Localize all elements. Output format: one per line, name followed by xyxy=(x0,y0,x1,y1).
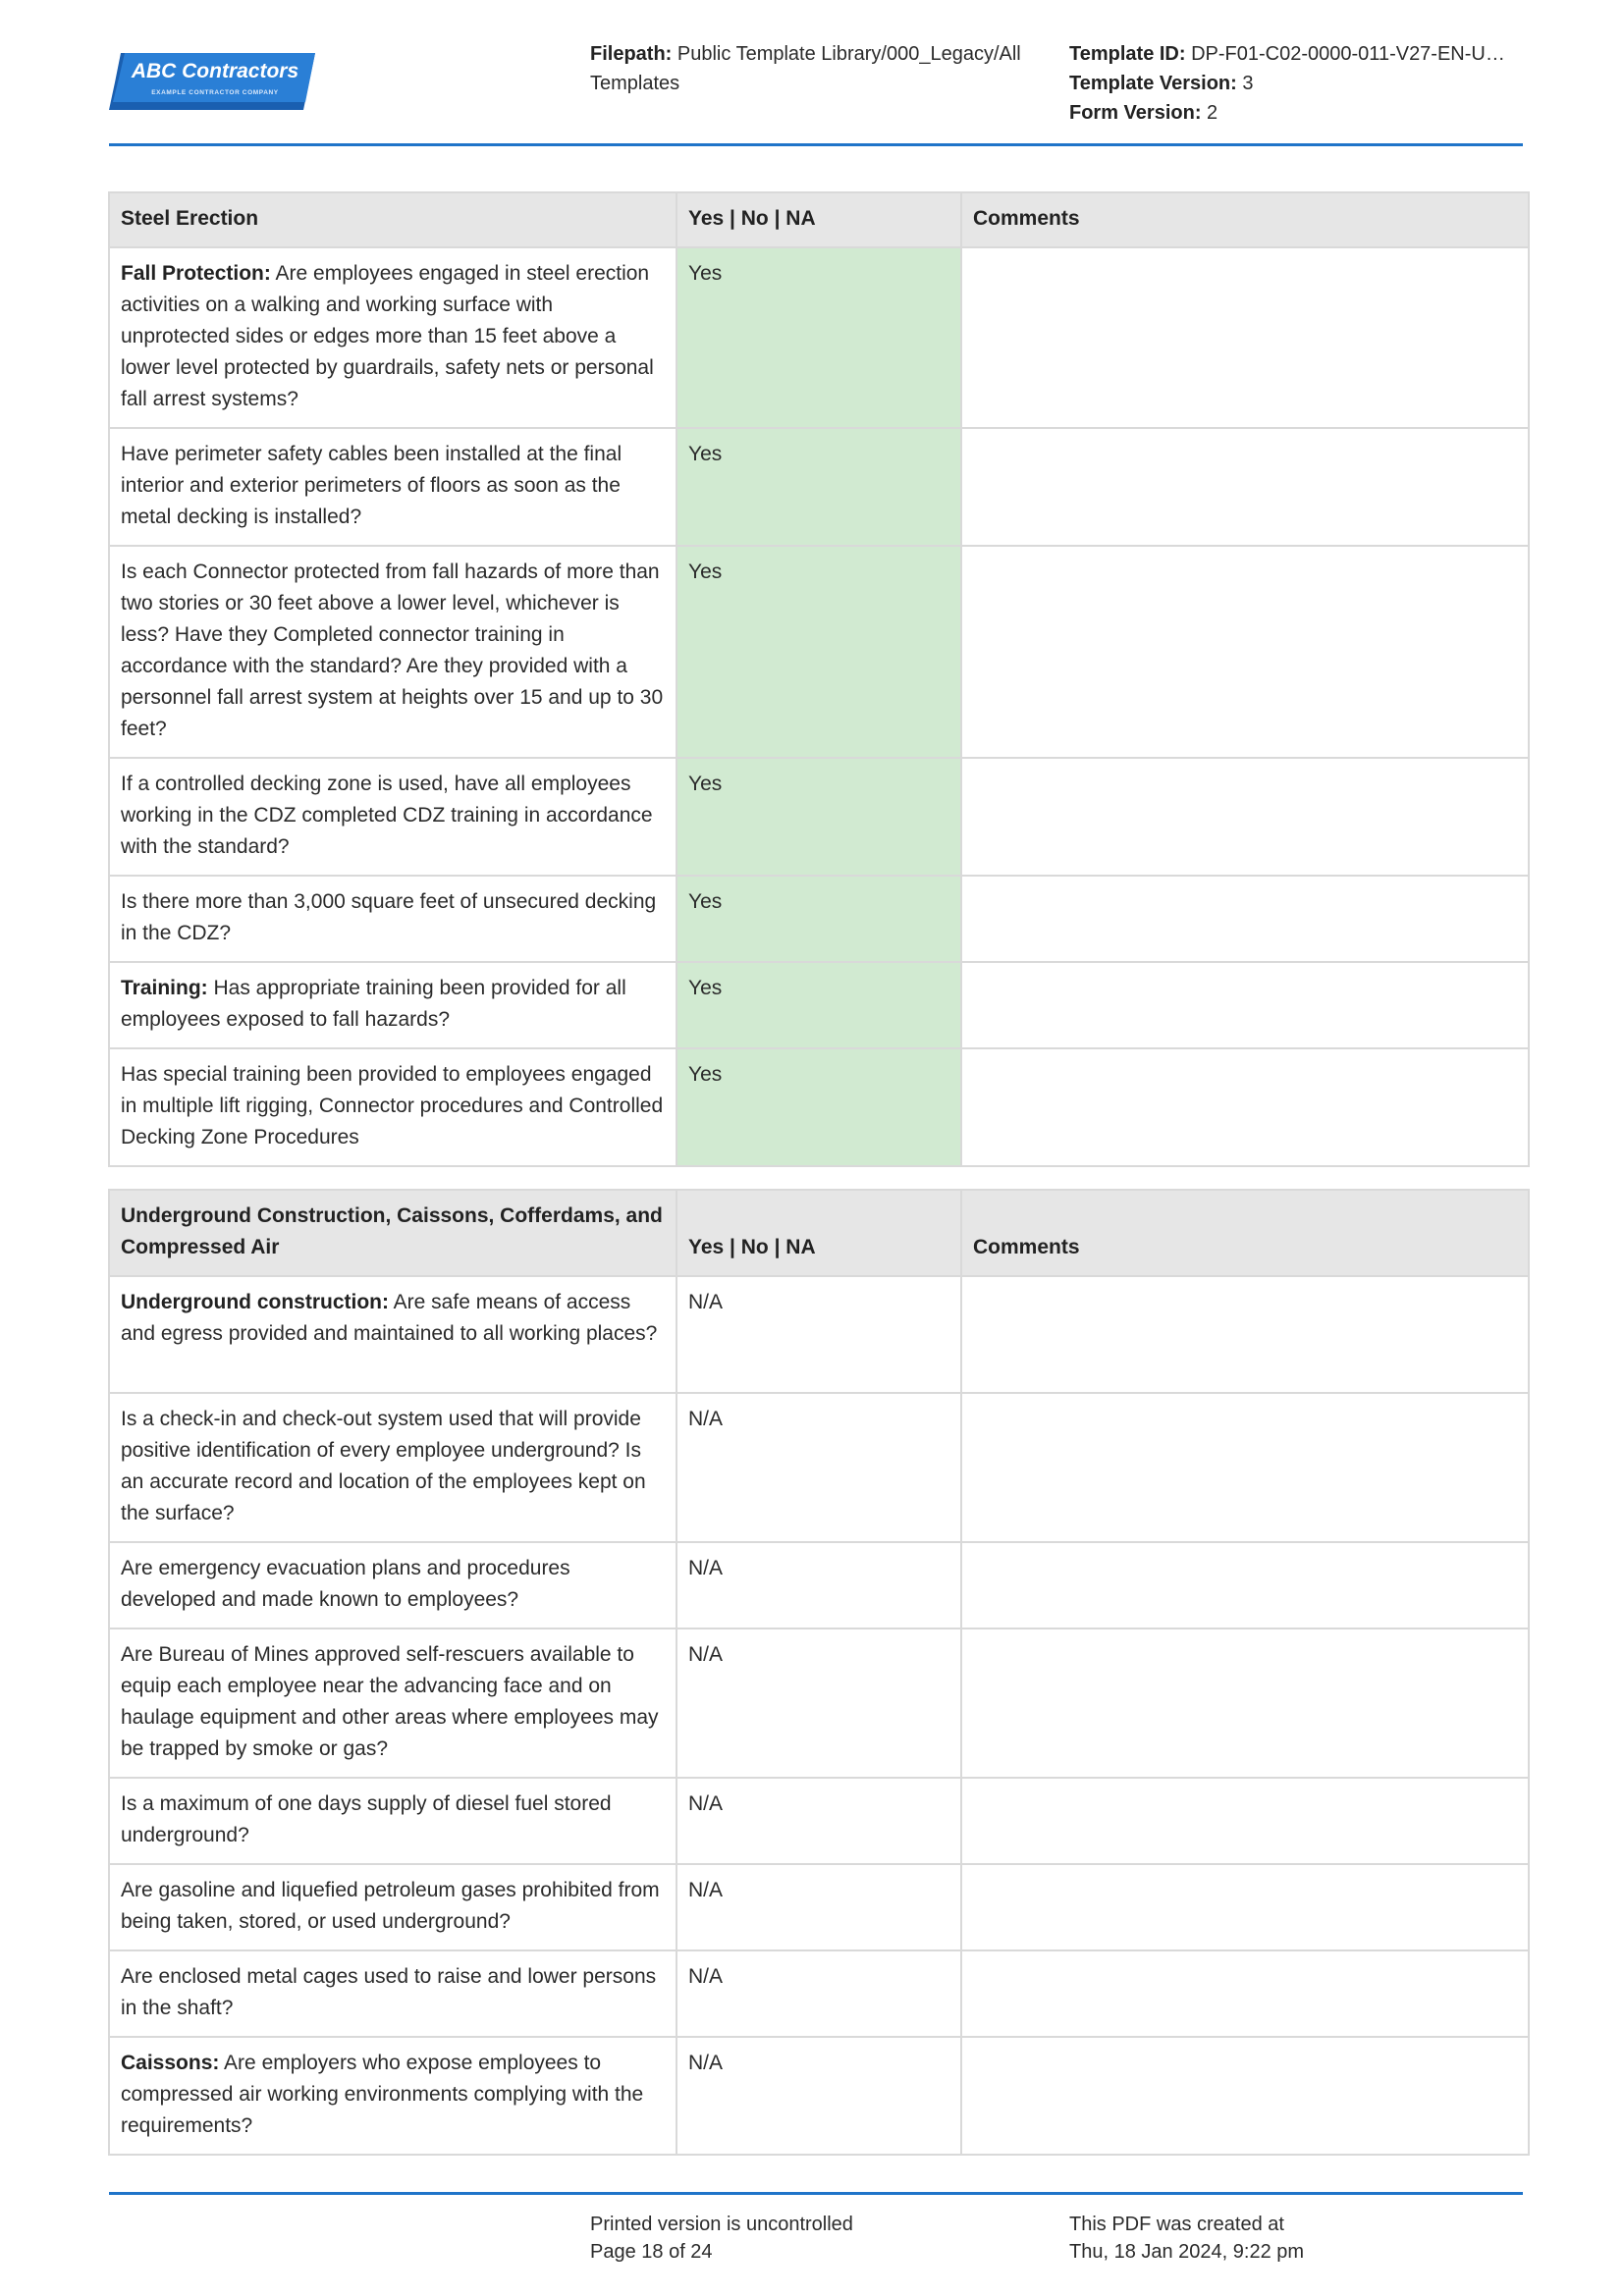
question-cell xyxy=(109,1276,676,1393)
question-cell xyxy=(109,247,676,428)
page-header xyxy=(109,39,1523,146)
comment-cell[interactable] xyxy=(961,962,1529,1048)
question-cell xyxy=(109,2037,676,2155)
template-version-label: Template Version: xyxy=(1069,73,1237,94)
logo-tagline: EXAMPLE CONTRACTOR COMPANY xyxy=(151,89,279,96)
created-timestamp: Thu, 18 Jan 2024, 9:22 pm xyxy=(1069,2241,1305,2263)
filepath-value: Public Template Library/000_Legacy/All Templates xyxy=(590,43,1021,94)
table-row xyxy=(109,1393,1529,1542)
question-cell xyxy=(109,758,676,876)
answer-cell[interactable]: Yes xyxy=(676,1048,961,1166)
question-text: Are safe means of access and egress provided and maintained to all working places? xyxy=(121,1291,658,1345)
section-title: Underground Construction, Caissons, Cofferdams, and Compressed Air xyxy=(109,1190,676,1276)
answer-cell[interactable]: Yes xyxy=(676,247,961,428)
question-cell xyxy=(109,428,676,546)
question-cell xyxy=(109,1864,676,1950)
answer-cell[interactable]: Yes xyxy=(676,876,961,962)
table-row xyxy=(109,247,1529,428)
answer-column-header: Yes | No | NA xyxy=(676,1190,961,1276)
comment-cell[interactable] xyxy=(961,1864,1529,1950)
question-text: Are enclosed metal cages used to raise and lower persons in the shaft? xyxy=(121,1965,657,2019)
question-heading: Underground construction: xyxy=(121,1291,389,1313)
table-row xyxy=(109,1950,1529,2037)
question-text: Is a check-in and check-out system used that will provide positive identification of every employee underground? Is an accurate record and location of the employees kept on the surface? xyxy=(121,1408,646,1524)
comments-column-header: Comments xyxy=(961,1190,1529,1276)
question-text: Have perimeter safety cables been installed at the final interior and exterior perimeters of floors as soon as the metal decking is installed? xyxy=(121,443,622,528)
comment-cell[interactable] xyxy=(961,1629,1529,1778)
answer-cell[interactable]: Yes xyxy=(676,758,961,876)
comment-cell[interactable] xyxy=(961,546,1529,758)
comment-cell[interactable] xyxy=(961,428,1529,546)
answer-cell[interactable]: N/A xyxy=(676,1950,961,2037)
underground-construction-table xyxy=(108,1189,1530,2156)
table-row xyxy=(109,1629,1529,1778)
answer-cell[interactable]: N/A xyxy=(676,1629,961,1778)
answer-cell[interactable]: N/A xyxy=(676,1393,961,1542)
table-row xyxy=(109,1048,1529,1166)
table-header-row xyxy=(109,1190,1529,1276)
template-version-line xyxy=(1069,69,1523,98)
answer-cell[interactable]: N/A xyxy=(676,1276,961,1393)
question-heading: Caissons: xyxy=(121,2052,220,2074)
question-text: Has special training been provided to employees engaged in multiple lift rigging, Connector procedures and Controlled Decking Zone Procedures xyxy=(121,1063,664,1148)
table-row xyxy=(109,876,1529,962)
template-version-value: 3 xyxy=(1242,73,1254,94)
question-cell xyxy=(109,1542,676,1629)
company-logo xyxy=(109,53,315,110)
question-cell xyxy=(109,546,676,758)
comment-cell[interactable] xyxy=(961,876,1529,962)
footer-print-info xyxy=(590,2211,853,2266)
question-cell xyxy=(109,1950,676,2037)
logo-name: ABC Contractors xyxy=(131,60,299,82)
answer-cell[interactable]: N/A xyxy=(676,1864,961,1950)
answer-column-header: Yes | No | NA xyxy=(676,192,961,247)
answer-cell[interactable]: Yes xyxy=(676,428,961,546)
comment-cell[interactable] xyxy=(961,1778,1529,1864)
comment-cell[interactable] xyxy=(961,247,1529,428)
filepath-label: Filepath: xyxy=(590,43,673,65)
comments-column-header: Comments xyxy=(961,192,1529,247)
question-text: If a controlled decking zone is used, have all employees working in the CDZ completed CDZ training in accordance with the standard? xyxy=(121,773,653,858)
answer-cell[interactable]: N/A xyxy=(676,1778,961,1864)
comment-cell[interactable] xyxy=(961,1276,1529,1393)
table-row xyxy=(109,758,1529,876)
question-cell xyxy=(109,1048,676,1166)
table-row xyxy=(109,1542,1529,1629)
filepath-block xyxy=(590,39,1052,98)
template-id-label: Template ID: xyxy=(1069,43,1186,65)
question-text: Are emergency evacuation plans and procedures developed and made known to employees? xyxy=(121,1557,570,1611)
page-number: Page 18 of 24 xyxy=(590,2241,713,2263)
table-row xyxy=(109,2037,1529,2155)
table-row xyxy=(109,428,1529,546)
table-row xyxy=(109,1864,1529,1950)
question-text: Has appropriate training been provided for all employees exposed to fall hazards? xyxy=(121,977,626,1031)
question-cell xyxy=(109,962,676,1048)
question-text: Are employees engaged in steel erection activities on a walking and working surface with unprotected sides or edges more than 15 feet above a lower level protected by guardrails, safety nets or personal fall arrest systems? xyxy=(121,262,654,410)
table-row xyxy=(109,962,1529,1048)
comment-cell[interactable] xyxy=(961,1542,1529,1629)
table-row xyxy=(109,1778,1529,1864)
question-text: Is each Connector protected from fall hazards of more than two stories or 30 feet above a lower level, whichever is less? Have they Completed connector training in accordance with the standard? Are they provided with a personnel fall arrest system at heights over 15 and up to 30 feet? xyxy=(121,561,664,740)
answer-cell[interactable]: N/A xyxy=(676,1542,961,1629)
comment-cell[interactable] xyxy=(961,1393,1529,1542)
form-version-label: Form Version: xyxy=(1069,102,1202,124)
table-row xyxy=(109,1276,1529,1393)
created-label: This PDF was created at xyxy=(1069,2214,1284,2235)
question-cell xyxy=(109,876,676,962)
question-heading: Fall Protection: xyxy=(121,262,271,285)
answer-cell[interactable]: Yes xyxy=(676,962,961,1048)
question-cell xyxy=(109,1778,676,1864)
table-header-row xyxy=(109,192,1529,247)
answer-cell[interactable]: N/A xyxy=(676,2037,961,2155)
form-version-value: 2 xyxy=(1207,102,1218,124)
question-cell xyxy=(109,1393,676,1542)
question-text: Is a maximum of one days supply of diesel fuel stored underground? xyxy=(121,1792,612,1846)
footer-created-info xyxy=(1069,2211,1304,2266)
question-text: Are Bureau of Mines approved self-rescuers available to equip each employee near the advancing face and on haulage equipment and other areas where employees may be trapped by smoke or gas? xyxy=(121,1643,659,1760)
page-footer xyxy=(109,2192,1523,2263)
template-id-value: DP-F01-C02-0000-011-V27-EN-U… xyxy=(1191,43,1505,65)
comment-cell[interactable] xyxy=(961,1048,1529,1166)
question-text: Are employers who expose employees to compressed air working environments complying with the requirements? xyxy=(121,2052,644,2137)
form-version-line xyxy=(1069,98,1523,128)
question-text: Are gasoline and liquefied petroleum gases prohibited from being taken, stored, or used underground? xyxy=(121,1879,660,1933)
section-title: Steel Erection xyxy=(109,192,676,247)
comment-cell[interactable] xyxy=(961,2037,1529,2155)
logo-badge xyxy=(109,53,315,110)
comment-cell[interactable] xyxy=(961,758,1529,876)
comment-cell[interactable] xyxy=(961,1950,1529,2037)
uncontrolled-notice: Printed version is uncontrolled xyxy=(590,2214,853,2235)
table-row xyxy=(109,546,1529,758)
question-heading: Training: xyxy=(121,977,208,999)
template-id-line xyxy=(1069,39,1523,69)
question-text: Is there more than 3,000 square feet of unsecured decking in the CDZ? xyxy=(121,890,657,944)
answer-cell[interactable]: Yes xyxy=(676,546,961,758)
template-meta xyxy=(1069,39,1523,128)
question-cell xyxy=(109,1629,676,1778)
steel-erection-table xyxy=(108,191,1530,1167)
